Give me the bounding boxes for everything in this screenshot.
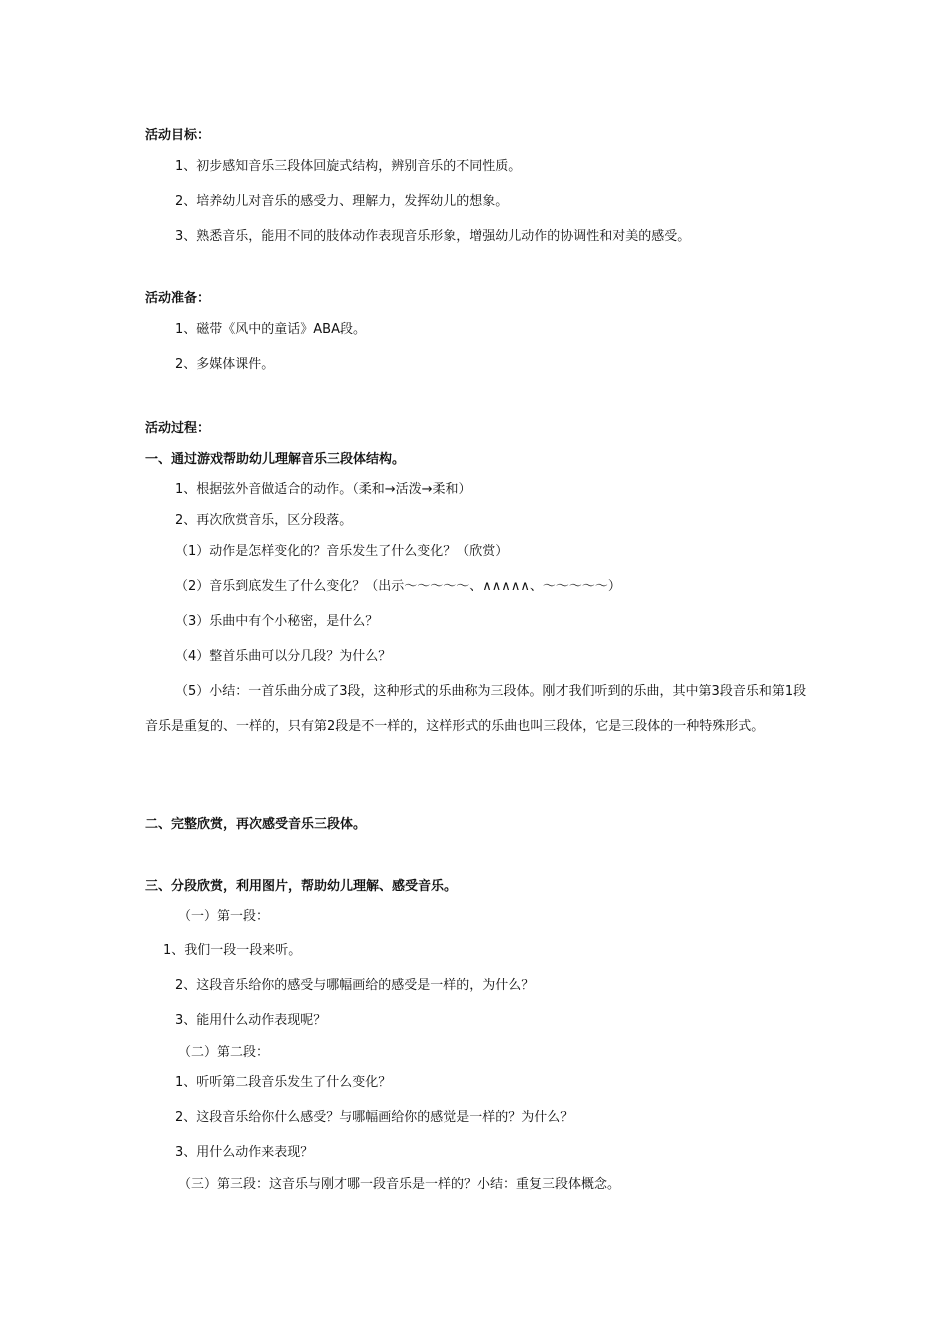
part2-item-1: 1、听听第二段音乐发生了什么变化？ xyxy=(175,1075,392,1090)
section3-title: 三、分段欣赏，利用图片，帮助幼儿理解、感受音乐。 xyxy=(145,879,458,894)
preparation-heading: 活动准备： xyxy=(145,291,211,306)
section1-item-1: 1、根据弦外音做适合的动作。（柔和→活泼→柔和） xyxy=(175,482,472,497)
section1-question-4: （4）整首乐曲可以分几段？为什么？ xyxy=(175,649,392,664)
preparation-item-2: 2、多媒体课件。 xyxy=(175,357,275,372)
section2-title: 二、完整欣赏，再次感受音乐三段体。 xyxy=(145,817,367,832)
part2-item-2: 2、这段音乐给你什么感受？与哪幅画给你的感觉是一样的？为什么？ xyxy=(175,1110,574,1125)
section3-part2-label: （二）第二段： xyxy=(178,1045,270,1060)
section1-question-3: （3）乐曲中有个小秘密，是什么？ xyxy=(175,614,379,629)
section1-title: 一、通过游戏帮助幼儿理解音乐三段体结构。 xyxy=(145,452,406,467)
section1-summary: （5）小结：一首乐曲分成了3段，这种形式的乐曲称为三段体。刚才我们听到的乐曲，其中第3段音乐和第1段音乐是重复的、一样的，只有第2段是不一样的，这样形式的乐曲也叫三段体，它是三段体的一种特殊形式。 xyxy=(145,684,807,734)
part1-item-1: 1、我们一段一段来听。 xyxy=(163,943,302,958)
section3-part1-label: （一）第一段： xyxy=(178,909,270,924)
goal-item-3: 3、熟悉音乐，能用不同的肢体动作表现音乐形象，增强幼儿动作的协调性和对美的感受。 xyxy=(175,229,691,244)
goal-item-1: 1、初步感知音乐三段体回旋式结构，辨别音乐的不同性质。 xyxy=(175,159,522,174)
section3-part3-label: （三）第三段：这音乐与刚才哪一段音乐是一样的？小结：重复三段体概念。 xyxy=(178,1177,621,1192)
part1-item-3: 3、能用什么动作表现呢？ xyxy=(175,1013,327,1028)
goals-heading: 活动目标： xyxy=(145,128,211,143)
part2-item-3: 3、用什么动作来表现？ xyxy=(175,1145,314,1160)
preparation-item-1: 1、磁带《风中的童话》ABA段。 xyxy=(175,322,366,337)
process-heading: 活动过程： xyxy=(145,421,211,436)
section1-question-1: （1）动作是怎样变化的？音乐发生了什么变化？（欣赏） xyxy=(175,544,509,559)
goal-item-2: 2、培养幼儿对音乐的感受力、理解力，发挥幼儿的想象。 xyxy=(175,194,509,209)
section1-question-2: （2）音乐到底发生了什么变化？（出示～～～～～、∧∧∧∧∧、～～～～～） xyxy=(175,579,621,594)
part1-item-2: 2、这段音乐给你的感受与哪幅画给的感受是一样的，为什么？ xyxy=(175,978,535,993)
section1-item-2: 2、再次欣赏音乐，区分段落。 xyxy=(175,513,353,528)
